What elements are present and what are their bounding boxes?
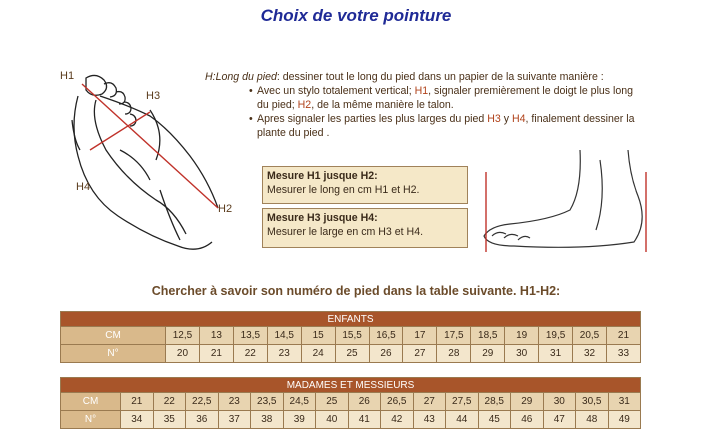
table-cell: 39	[283, 411, 316, 429]
table-cell: 23	[218, 393, 251, 411]
table-cell: 24	[301, 345, 335, 363]
table-cell: 23,5	[251, 393, 284, 411]
table-cell: 45	[478, 411, 511, 429]
label-h1: H1	[60, 70, 75, 82]
table-cell: 19,5	[539, 327, 573, 345]
table-cell: 37	[218, 411, 251, 429]
table-cell: 13,5	[233, 327, 267, 345]
table-cell: 16,5	[369, 327, 403, 345]
table-cell: 41	[348, 411, 381, 429]
table-cell: 48	[576, 411, 609, 429]
table-cell: 22	[233, 345, 267, 363]
table-cell: 34	[121, 411, 154, 429]
table-cell: 47	[543, 411, 576, 429]
table-cell: 36	[186, 411, 219, 429]
table-cell: 15,5	[335, 327, 369, 345]
instructions-intro: H:Long du pied: dessiner tout le long du pied dans un papier de la suivante manière :	[205, 71, 604, 83]
table-cell: 12,5	[166, 327, 200, 345]
table-intro: Chercher à savoir son numéro de pied dans la table suivante. H1-H2:	[151, 284, 561, 298]
table-cell: 26,5	[381, 393, 414, 411]
table-cell: 30	[505, 345, 539, 363]
table-cell: 28,5	[478, 393, 511, 411]
table-cell: 38	[251, 411, 284, 429]
table-cell: 24,5	[283, 393, 316, 411]
table-cell: 21	[199, 345, 233, 363]
table-cell: 20,5	[573, 327, 607, 345]
table-cell: 18,5	[471, 327, 505, 345]
table-cell: 27	[403, 345, 437, 363]
table-cell: 29	[471, 345, 505, 363]
table-cell: 35	[153, 411, 186, 429]
label-h4: H4	[76, 181, 91, 193]
table-cell: 44	[446, 411, 479, 429]
adult-table-header: MADAMES ET MESSIEURS	[61, 378, 641, 393]
table-cell: 33	[606, 345, 640, 363]
row-label-n: N°	[61, 411, 121, 429]
table-cell: 26	[348, 393, 381, 411]
children-table-header: ENFANTS	[61, 312, 641, 327]
label-h2: H2	[218, 203, 233, 215]
table-cell: 25	[335, 345, 369, 363]
table-cell: 40	[316, 411, 349, 429]
page-title: Choix de votre pointure	[260, 6, 452, 25]
table-cell: 15	[301, 327, 335, 345]
instructions	[205, 70, 645, 140]
table-cell: 32	[573, 345, 607, 363]
measure-width-box: Mesure H3 jusque H4: Mesurer le large en cm H3 et H4.	[262, 208, 468, 248]
table-cell: 29	[511, 393, 544, 411]
row-label-cm: CM	[61, 327, 166, 345]
table-cell: 25	[316, 393, 349, 411]
row-label-cm: CM	[61, 393, 121, 411]
instruction-bullet-1: • Avec un stylo totalement vertical; H1, signaler premièrement le doigt le plus long du pied; H2, de la même manière le talon.	[257, 84, 645, 112]
row-label-n: N°	[61, 345, 166, 363]
table-cell: 19	[505, 327, 539, 345]
table-cell: 22	[153, 393, 186, 411]
table-cell: 43	[413, 411, 446, 429]
measure-length-box: Mesure H1 jusque H2: Mesurer le long en cm H1 et H2.	[262, 166, 468, 204]
table-cell: 27	[413, 393, 446, 411]
table-cell: 27,5	[446, 393, 479, 411]
table-cell: 30	[543, 393, 576, 411]
children-size-table	[60, 311, 641, 363]
table-cell: 14,5	[267, 327, 301, 345]
adult-size-table	[60, 377, 641, 429]
table-cell: 49	[608, 411, 641, 429]
table-cell: 21	[606, 327, 640, 345]
table-cell: 31	[608, 393, 641, 411]
table-cell: 22,5	[186, 393, 219, 411]
table-cell: 46	[511, 411, 544, 429]
instruction-bullet-2: • Apres signaler les parties les plus larges du pied H3 y H4, finalement dessiner la plante du pied .	[257, 112, 645, 140]
table-cell: 23	[267, 345, 301, 363]
table-cell: 28	[437, 345, 471, 363]
table-cell: 20	[166, 345, 200, 363]
table-cell: 31	[539, 345, 573, 363]
table-cell: 13	[199, 327, 233, 345]
table-cell: 17,5	[437, 327, 471, 345]
table-cell: 42	[381, 411, 414, 429]
table-cell: 30,5	[576, 393, 609, 411]
table-cell: 21	[121, 393, 154, 411]
table-cell: 26	[369, 345, 403, 363]
label-h3: H3	[146, 90, 161, 102]
table-cell: 17	[403, 327, 437, 345]
